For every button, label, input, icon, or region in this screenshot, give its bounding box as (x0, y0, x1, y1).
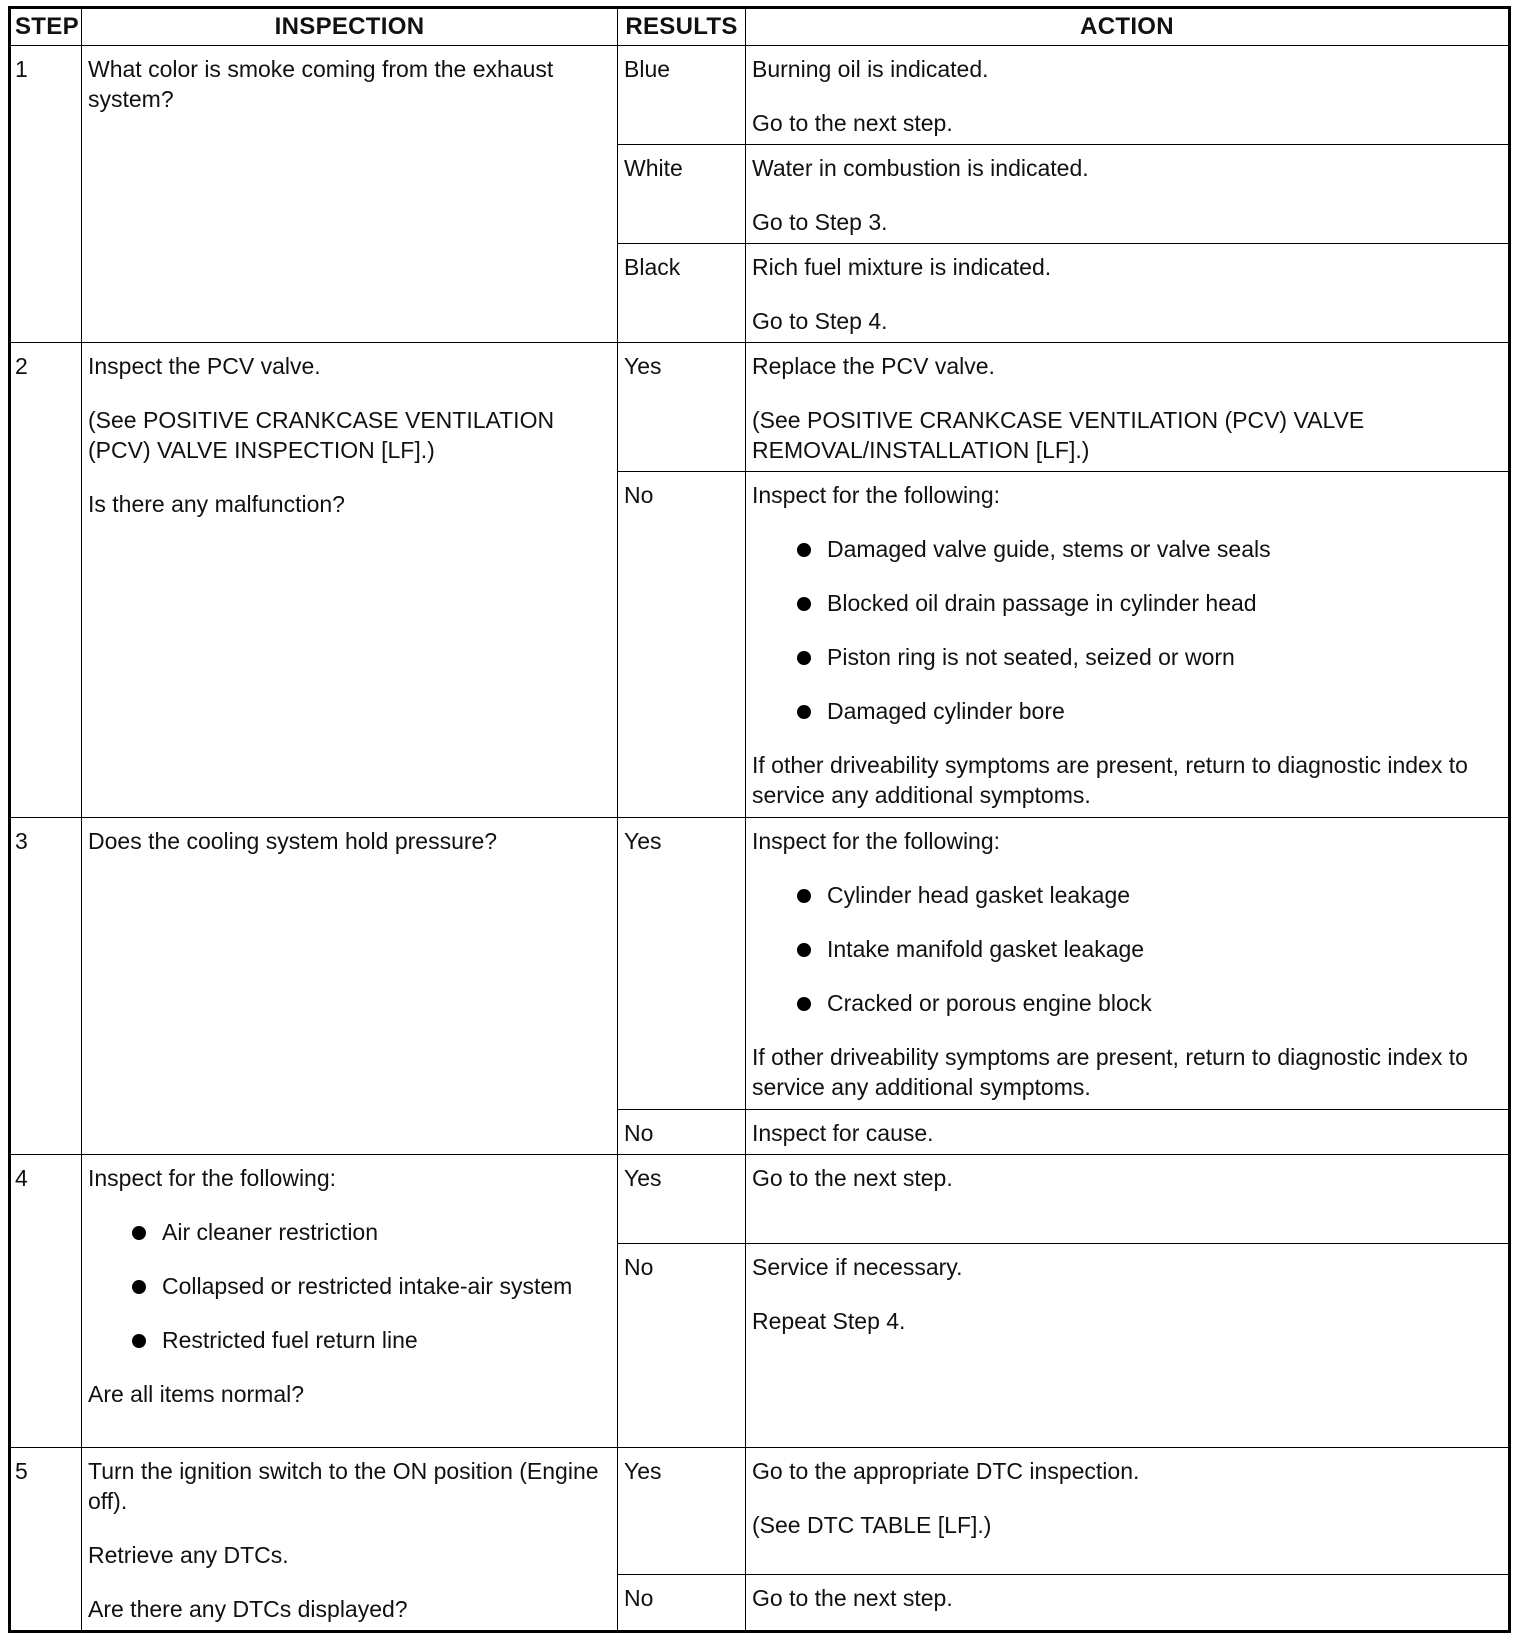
action-text: If other driveability symptoms are present, return to diagnostic index to service any additional symptoms. (752, 752, 1468, 808)
list-item: Air cleaner restriction (88, 1217, 611, 1247)
action-text: Inspect for cause. (752, 1120, 934, 1146)
inspection-text: Retrieve any DTCs. (88, 1542, 289, 1568)
action-text: Service if necessary. (752, 1254, 963, 1280)
list-item: Damaged cylinder bore (752, 696, 1502, 726)
inspection-text: What color is smoke coming from the exhaust system? (88, 56, 554, 112)
header-step: STEP (10, 8, 82, 46)
list-item: Blocked oil drain passage in cylinder head (752, 588, 1502, 618)
table-row (10, 1448, 1510, 1575)
action-text: Go to the appropriate DTC inspection. (752, 1458, 1140, 1484)
action-cell (746, 343, 1510, 472)
inspection-text: Does the cooling system hold pressure? (88, 828, 498, 854)
action-cell (746, 46, 1510, 145)
inspection-cell (82, 1155, 618, 1448)
action-text: Go to the next step. (752, 1585, 953, 1612)
list-item: Piston ring is not seated, seized or worn (752, 642, 1502, 672)
action-cell (746, 244, 1510, 343)
step-number: 5 (10, 1448, 82, 1632)
action-text: Replace the PCV valve. (752, 353, 995, 379)
header-action: ACTION (746, 8, 1510, 46)
inspection-cell (82, 46, 618, 343)
result-cell: No (618, 1110, 746, 1155)
action-text: Go to Step 3. (752, 209, 888, 235)
step-number: 2 (10, 343, 82, 818)
list-item: Cracked or porous engine block (752, 988, 1502, 1018)
result-cell: Yes (618, 818, 746, 1110)
header-row (10, 8, 1510, 46)
action-text: Go to the next step. (752, 1165, 953, 1191)
result-cell: Blue (618, 46, 746, 145)
action-text: (See POSITIVE CRANKCASE VENTILATION (PCV) VALVE REMOVAL/INSTALLATION [LF].) (752, 407, 1365, 463)
result-cell: No (618, 1575, 746, 1632)
inspection-cell (82, 1448, 618, 1632)
inspection-text: Turn the ignition switch to the ON position (Engine off). (88, 1458, 599, 1514)
action-text: Water in combustion is indicated. (752, 155, 1089, 181)
header-inspection: INSPECTION (82, 8, 618, 46)
inspection-text: Are there any DTCs displayed? (88, 1596, 408, 1622)
step-number: 3 (10, 818, 82, 1155)
bullet-list (88, 1217, 611, 1355)
action-cell (746, 472, 1510, 818)
inspection-text: Is there any malfunction? (88, 491, 345, 517)
list-item: Cylinder head gasket leakage (752, 880, 1502, 910)
result-cell: Yes (618, 343, 746, 472)
inspection-text: (See POSITIVE CRANKCASE VENTILATION (PCV) VALVE INSPECTION [LF].) (88, 407, 555, 463)
action-cell (746, 1155, 1510, 1244)
result-cell: No (618, 1244, 746, 1448)
table-row (10, 1155, 1510, 1244)
result-cell: Black (618, 244, 746, 343)
header-results: RESULTS (618, 8, 746, 46)
list-item: Collapsed or restricted intake-air system (88, 1271, 611, 1301)
inspection-text: Inspect the PCV valve. (88, 353, 321, 379)
inspection-text: Inspect for the following: (88, 1165, 337, 1191)
action-cell (746, 1575, 1510, 1632)
diagnostic-table (8, 6, 1511, 1633)
result-cell: No (618, 472, 746, 818)
list-item: Intake manifold gasket leakage (752, 934, 1502, 964)
bullet-list (752, 534, 1502, 726)
result-cell: Yes (618, 1448, 746, 1575)
action-cell (746, 818, 1510, 1110)
action-text: Go to the next step. (752, 110, 953, 136)
action-text: If other driveability symptoms are present, return to diagnostic index to service any additional symptoms. (752, 1044, 1468, 1100)
result-cell: White (618, 145, 746, 244)
action-text: (See DTC TABLE [LF].) (752, 1512, 992, 1538)
action-cell (746, 1448, 1510, 1575)
table-row (10, 818, 1510, 1110)
action-text: Repeat Step 4. (752, 1308, 906, 1334)
step-number: 4 (10, 1155, 82, 1448)
inspection-cell (82, 343, 618, 818)
action-text: Burning oil is indicated. (752, 56, 989, 82)
action-cell (746, 145, 1510, 244)
action-text: Go to Step 4. (752, 308, 888, 334)
action-text: Inspect for the following: (752, 482, 1001, 508)
bullet-list (752, 880, 1502, 1018)
action-text: Inspect for the following: (752, 828, 1001, 854)
step-number: 1 (10, 46, 82, 343)
table-row (10, 343, 1510, 472)
action-text: Rich fuel mixture is indicated. (752, 254, 1052, 280)
action-cell (746, 1110, 1510, 1155)
result-cell: Yes (618, 1155, 746, 1244)
list-item: Restricted fuel return line (88, 1325, 611, 1355)
inspection-text: Are all items normal? (88, 1381, 305, 1407)
action-cell (746, 1244, 1510, 1448)
inspection-cell (82, 818, 618, 1155)
list-item: Damaged valve guide, stems or valve seals (752, 534, 1502, 564)
table-row (10, 46, 1510, 145)
